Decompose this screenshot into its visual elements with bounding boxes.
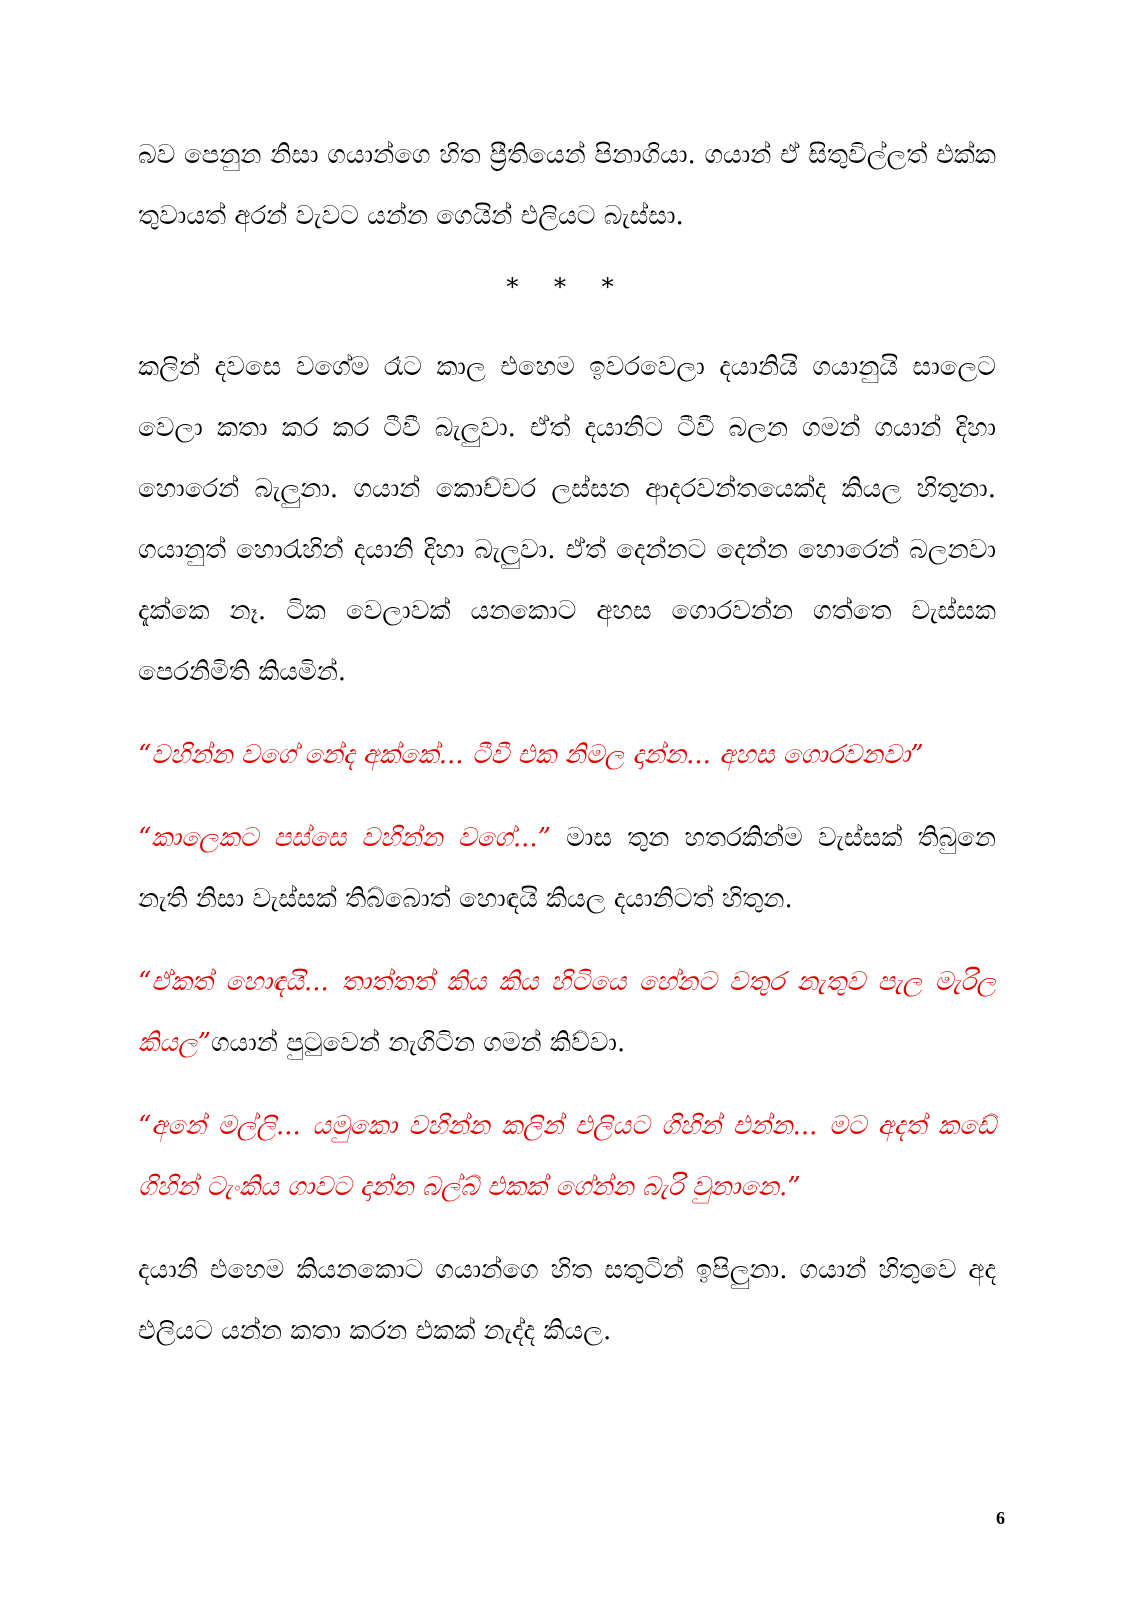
dialogue-text: “කාලෙකට පස්සෙ වහින්න වගේ...” <box>138 823 551 853</box>
paragraph-5 <box>138 952 996 1074</box>
paragraph-7 <box>138 1240 996 1362</box>
paragraph-1 <box>138 125 996 247</box>
scene-break: * * * <box>506 273 628 301</box>
page-number: 6 <box>996 1508 1005 1528</box>
paragraph-3 <box>138 725 996 786</box>
document-page <box>138 125 996 1362</box>
paragraph-4 <box>138 808 996 930</box>
narration-text: මාස තුන හතරකින්ම වැස්සක් තිබුනෙ නැති නිසා වැස්සක් තිබ්බොත් හොඳයි කියල දයානිටත් හිතුන. <box>138 823 996 914</box>
narration-text: බව පෙනුන නිසා ගයාන්ගෙ හිත ප්‍රීතියෙන් පිනාගියා. ගයාන් ඒ සිතුවිල්ලත් එක්ක තුවායත් අරන් වැවට යන්න ගෙයින් එලියට බැස්සා. <box>138 140 996 231</box>
dialogue-text: “අනේ මල්ලි... යමුකො වහින්න කලින් එලියට ගිහින් එන්න... මට අදත් කඩේ ගිහින් ටැංකිය ගාවට දාන්න බල්බ් එකක් ගේන්න බැරි වුනානෙ.” <box>138 1111 996 1202</box>
paragraph-6 <box>138 1096 996 1218</box>
dialogue-text: “ඒකත් හොඳයි... තාත්තත් කිය කිය හිටියෙ හේනට වතුර නැතුව පැල මැරිල කියල” <box>138 967 996 1058</box>
dialogue-text: “වහින්න වගේ නේද අක්කේ... ටීවී එක නිමල දාන්න... අහස ගොරවනවා” <box>138 740 924 770</box>
narration-text: කලින් දවසෙ වගේම රෑට කාල එහෙම ඉවරවෙලා දයානියි ගයානුයි සාලෙට වෙලා කතා කර කර ටීවී බැලුවා. ඒත් දයානිට ටීවී බලන ගමන් ගයාන් දිහා හොරෙන් බැලුනා. ගයාන් කොච්චර ලස්සන ආදරවන්තයෙක්ද කියල හිතුනා. ගයානුත් හොරැහින් දයානි දිහා බැලුවා. ඒත් දෙන්නට දෙන්න හොරෙන් බලනවා දැක්කෙ නෑ. ටික වෙලාවක් යනකොට අහස ගොරවන්න ගත්තෙ වැස්සක පෙරනිමිති කියමින්. <box>138 352 996 687</box>
narration-text: ගයාන් පුටුවෙන් නැගිටින ගමන් කිව්වා. <box>210 1028 626 1058</box>
paragraph-2 <box>138 337 996 703</box>
narration-text: දයානි එහෙම කියනකොට ගයාන්ගෙ හිත සතුටින් ඉපිලුනා. ගයාන් හිතුවෙ අද එලියට යන්න කතා කරන එකක් නැද්ද කියල. <box>138 1255 996 1346</box>
